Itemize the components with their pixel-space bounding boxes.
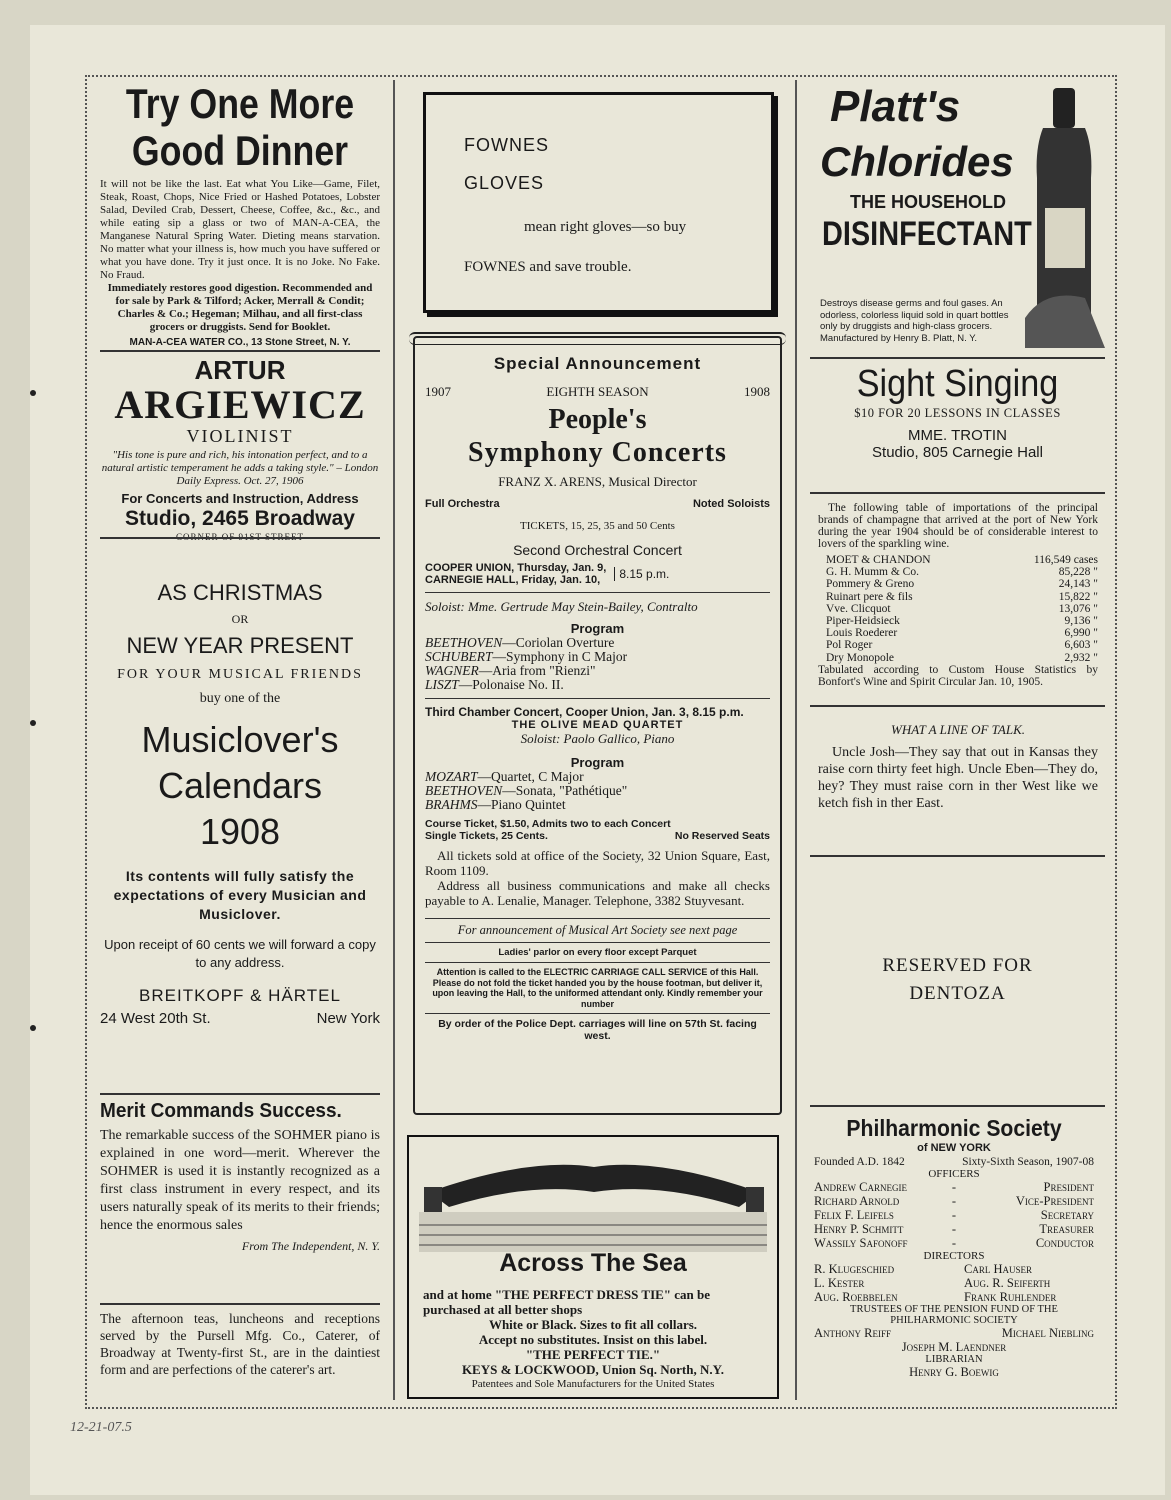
season-start-year: 1907 (425, 384, 451, 399)
calendar-title: Calendars (157, 765, 323, 806)
brand: MOET & CHANDON (826, 554, 931, 566)
sohmer-source: From The Independent, N. Y. (241, 1239, 380, 1253)
reserved-line: RESERVED FOR (882, 955, 1033, 976)
officer-row (814, 1194, 1094, 1208)
composer: MOZART (425, 769, 478, 784)
phil-directors-heading: DIRECTORS (923, 1250, 985, 1262)
concert-title: Symphony Concerts (468, 437, 727, 468)
business-address: Address all business communications and make all checks payable to A. Lenalie, Manager. Telephone, 3382 Stuyvesant. (425, 878, 770, 908)
phil-subtitle: of NEW YORK (917, 1142, 991, 1154)
phil-trustee: Joseph M. Laendner (901, 1340, 1007, 1354)
cases: 116,549 cases (1033, 554, 1098, 566)
orchestra-row (425, 498, 770, 510)
officer-role: Conductor (1035, 1236, 1094, 1250)
philharmonic-ad (814, 1115, 1094, 1379)
binding-hole (30, 390, 36, 396)
officer-role: Treasurer (1039, 1222, 1094, 1236)
officer-dash: - (951, 1194, 957, 1208)
phil-officers (814, 1180, 1094, 1250)
champagne-row (818, 652, 1098, 664)
sohmer-ad (100, 1100, 380, 1254)
director-name: Aug. R. Seiferth (964, 1276, 1051, 1290)
sight-price: $10 FOR 20 LESSONS IN CLASSES (854, 406, 1061, 420)
champagne-note: Tabulated according to Custom House Statistics by Bonfort's Wine and Spirit Circular Jan. 10, 1905. (818, 663, 1098, 688)
tie-line: KEYS & LOCKWOOD, Union Sq. North, N.Y. (461, 1362, 725, 1377)
fownes-line: FOWNES (464, 135, 549, 155)
tie-line: and at home "THE PERFECT DRESS TIE" can be purchased at all better shops (423, 1287, 711, 1317)
divider (810, 357, 1105, 359)
concert-director: FRANZ X. ARENS, Musical Director (498, 474, 697, 489)
champagne-rows (818, 554, 1098, 664)
fownes-ad (423, 92, 774, 313)
director-name: Carl Hauser (964, 1262, 1032, 1276)
tie-line: Accept no substitutes. Insist on this label. (478, 1332, 708, 1347)
champagne-row (818, 639, 1098, 651)
platt-subtitle: THE HOUSEHOLD (850, 192, 1007, 212)
left-column (100, 80, 380, 1405)
phil-trustee: Anthony Reiff (814, 1326, 891, 1340)
ticket-office: All tickets sold at office of the Society, 32 Union Square, East, Room 1109. (425, 848, 770, 878)
ribbon-illustration (409, 1137, 777, 1257)
margin-note: 12-21-07.5 (70, 1420, 132, 1435)
calendar-line: buy one of the (199, 691, 281, 706)
champagne-table (818, 502, 1098, 688)
publisher-city: New York (316, 1010, 380, 1027)
dinner-title: Good Dinner (131, 127, 349, 174)
phil-title: Philharmonic Society (846, 1115, 1062, 1141)
brand: Louis Roederer (826, 627, 898, 640)
program-item (425, 650, 770, 664)
divider (100, 1093, 380, 1095)
second-concert: Second Orchestral Concert (513, 542, 682, 558)
calendar-line: AS CHRISTMAS (157, 580, 323, 605)
concert-header: Special Announcement (493, 354, 702, 373)
brand: Ruinart pere & fils (826, 590, 913, 603)
program-item (425, 678, 770, 692)
ribbon-end (424, 1187, 442, 1212)
concert-time: 8.15 p.m. (614, 567, 669, 581)
single-ticket: Single Tickets, 25 Cents. (425, 830, 548, 842)
divider (810, 492, 1105, 494)
director-name: Aug. Roebbelen (814, 1290, 898, 1304)
cases: 13,076 " (1058, 602, 1098, 615)
divider (425, 1013, 770, 1014)
sight-studio: Studio, 805 Carnegie Hall (872, 444, 1043, 461)
sight-singing-ad (810, 362, 1105, 461)
no-reserved: No Reserved Seats (674, 830, 770, 842)
director-row (814, 1290, 1094, 1304)
platt-subtitle: DISINFECTANT (822, 215, 1032, 253)
officer-row (814, 1236, 1094, 1250)
work: —Aria from "Rienzi" (478, 663, 596, 678)
calendar-line: NEW YEAR PRESENT (126, 633, 354, 658)
program-heading: Program (570, 755, 625, 770)
tie-text (423, 1287, 763, 1392)
chamber-soloist: Soloist: Paolo Gallico, Piano (520, 731, 675, 746)
publisher-name: BREITKOPF & HÄRTEL (139, 986, 341, 1005)
program-list (425, 636, 770, 692)
divider (425, 918, 770, 919)
champagne-row (818, 627, 1098, 639)
tie-line: "THE PERFECT TIE." (525, 1347, 661, 1362)
sohmer-title: Merit Commands Success. (100, 1100, 342, 1122)
artist-last-name: ARGIEWICZ (114, 382, 366, 427)
composer: BEETHOVEN (425, 635, 503, 650)
publisher-address (100, 1010, 380, 1027)
director-name: Frank Ruhlender (964, 1290, 1057, 1304)
cases: 6,990 " (1064, 627, 1098, 640)
cases: 15,822 " (1058, 590, 1098, 603)
phil-season: Sixty-Sixth Season, 1907-08 (962, 1156, 1094, 1168)
divider (100, 537, 380, 539)
brand: Pol Roger (826, 639, 873, 652)
officer-dash: - (951, 1180, 957, 1194)
dinner-recommend: Immediately restores good digestion. Recommended and for sale by Park & Tilford; Acker, Merrall & Condit; Charles & Co.; Hegeman; Milhau, and all first-class grocers or druggists. Send for Booklet. (107, 282, 373, 333)
bottle-label (1045, 208, 1085, 268)
dinner-footer: MAN-A-CEA WATER CO., 13 Stone Street, N. Y. (129, 337, 351, 348)
sight-title: Sight Singing (856, 363, 1059, 405)
ladies-parlor: Ladies' parlor on every floor except Parquet (498, 947, 697, 958)
cases: 2,932 " (1064, 651, 1098, 664)
officer-name: Richard Arnold (814, 1194, 900, 1208)
platt-ad (810, 80, 1105, 350)
concert-announcement (413, 336, 782, 1115)
column-rule (393, 80, 395, 1400)
program-item (425, 664, 770, 678)
brand: Vve. Clicquot (826, 602, 891, 615)
artist-address-line: For Concerts and Instruction, Address (121, 491, 359, 506)
officer-name: Felix F. Leifels (814, 1208, 894, 1222)
calendar-year: 1908 (199, 811, 281, 852)
artist-quote: "His tone is pure and rich, his intonation perfect, and to a natural artistic temperament he adds a taking style." – London Daily Express. Oct. 27, 1906 (101, 449, 379, 487)
calendar-desc: Its contents will fully satisfy the expectations of every Musician and Musiclover. (113, 868, 367, 922)
sea-band (419, 1212, 767, 1252)
work: —Coriolan Overture (502, 635, 615, 650)
single-ticket-row (425, 830, 770, 842)
officer-dash: - (951, 1236, 957, 1250)
brand: G. H. Mumm & Co. (826, 566, 919, 579)
divider (425, 942, 770, 943)
ribbon-end (746, 1187, 764, 1212)
phil-trustee: Michael Niebling (1001, 1326, 1094, 1340)
sohmer-body: The remarkable success of the SOHMER piano is explained in one word—merit. Wherever the SOHMER is used it is instantly recognized as a first class instrument in every respect, and its users naturally speak of its merits to their friends; hence the enormous sales (100, 1128, 380, 1233)
champagne-row (818, 591, 1098, 603)
phil-trustee-row (814, 1326, 1094, 1340)
season-end-year: 1908 (743, 384, 770, 399)
tie-ad (407, 1135, 779, 1399)
composer: SCHUBERT (425, 649, 493, 664)
brand: Dry Monopole (826, 651, 895, 664)
cases: 24,143 " (1058, 578, 1098, 591)
police-notice: By order of the Police Dept. carriages will line on 57th St. facing west. (438, 1018, 757, 1042)
season-label: EIGHTH SEASON (546, 384, 649, 399)
officer-dash: - (951, 1222, 957, 1236)
divider (810, 1105, 1105, 1107)
course-ticket: Course Ticket, $1.50, Admits two to each Concert (425, 818, 671, 830)
venue-list (425, 562, 606, 586)
chamber-concert: Third Chamber Concert, Cooper Union, Jan. 3, 8.15 p.m. (425, 705, 744, 719)
dinner-title: Try One More (125, 80, 355, 127)
fownes-line: mean right gloves—so buy (524, 219, 687, 235)
divider (810, 855, 1105, 857)
reserved-line: DENTOZA (909, 983, 1006, 1004)
officer-row (814, 1222, 1094, 1236)
program-item (425, 636, 770, 650)
champagne-row (818, 603, 1098, 615)
composer: BEETHOVEN (425, 783, 503, 798)
divider (100, 350, 380, 352)
calendar-title: Musiclover's (141, 719, 339, 760)
officer-name: Wassily Safonoff (814, 1236, 908, 1250)
phil-founded: Founded A.D. 1842 (814, 1156, 905, 1168)
officer-name: Henry P. Schmitt (814, 1222, 904, 1236)
dinner-body: It will not be like the last. Eat what You Like—Game, Filet, Steak, Roast, Chops, Nice Fried or Hashed Potatoes, Lobster Salad, Deviled Crab, Dessert, Cheese, Coffee, &c., &c., and while eating sip a glass or two of MAN-A-CEA, the Manganese Natural Spring Water. Dieting means starvation. No matter what your illness is, how much you have suffered or what you have done. Try it just once. It is no Joke. No Fake. No Fraud. (100, 178, 380, 281)
concert-title: People's (548, 404, 647, 435)
talk-item (818, 722, 1098, 812)
officer-row (814, 1208, 1094, 1222)
director-row (814, 1276, 1094, 1290)
champagne-row (818, 615, 1098, 627)
officer-role: President (1043, 1180, 1094, 1194)
officer-row (814, 1180, 1094, 1194)
composer: LISZT (425, 677, 459, 692)
work: —Polonaise No. II. (458, 677, 564, 692)
work: —Symphony in C Major (492, 649, 628, 664)
talk-title: WHAT A LINE OF TALK. (891, 722, 1025, 737)
brand: Pommery & Greno (826, 578, 915, 591)
artist-studio: Studio, 2465 Broadway (125, 507, 355, 530)
ornament-frame (409, 332, 786, 345)
bottle-neck (1053, 88, 1075, 128)
program-heading: Program (570, 621, 625, 636)
champagne-row (818, 578, 1098, 590)
divider (100, 1303, 380, 1305)
artist-first-name: ARTUR (194, 355, 286, 385)
talk-body: Uncle Josh—They say that out in Kansas they raise corn thirty feet high. Uncle Eben—They do, hey? They must raise corn in ther West like we ketch fish in ther East. (818, 745, 1098, 811)
artist-role: VIOLINIST (186, 426, 294, 446)
officer-name: Andrew Carnegie (814, 1180, 907, 1194)
phil-librarian: Henry G. Boewig (909, 1365, 999, 1379)
director-name: L. Kester (814, 1276, 865, 1290)
phil-librarian-heading: LIBRARIAN (925, 1354, 983, 1365)
program-item (425, 770, 770, 784)
phil-founded-row (814, 1156, 1094, 1168)
orchestra-label: Full Orchestra (425, 498, 500, 510)
binding-hole (30, 1025, 36, 1031)
column-rule (795, 80, 797, 1400)
cases: 6,603 " (1064, 639, 1098, 652)
program-item (425, 784, 770, 798)
dinner-ad (100, 80, 380, 349)
platt-body: Destroys disease germs and foul gases. An odorless, colorless liquid sold in quart bottles only by druggists and high-class grocers. Manufactured by Henry B. Platt, N. Y. (820, 298, 1009, 344)
calendar-line: OR (231, 612, 249, 626)
officer-role: Vice-President (1015, 1194, 1094, 1208)
phil-directors (814, 1262, 1094, 1304)
venue-cooper: COOPER UNION, Thursday, Jan. 9, (425, 562, 607, 574)
soloists-label: Noted Soloists (692, 498, 770, 510)
fownes-line: GLOVES (464, 173, 545, 193)
bottle-icon (1025, 88, 1105, 348)
tie-ribbon (429, 1165, 759, 1207)
binding-hole (30, 720, 36, 726)
brand: Piper-Heidsieck (826, 615, 900, 628)
phil-officers-heading: OFFICERS (928, 1168, 980, 1180)
champagne-row (818, 554, 1098, 566)
calendar-offer: Upon receipt of 60 cents we will forward a copy to any address. (104, 937, 376, 970)
reserved-space (810, 955, 1105, 1005)
tie-title: Across The Sea (499, 1249, 687, 1277)
right-column (810, 80, 1105, 1405)
work: —Quartet, C Major (477, 769, 584, 784)
sight-teacher: MME. TROTIN (908, 427, 1007, 444)
champagne-row (818, 566, 1098, 578)
divider (425, 698, 770, 699)
argiewicz-ad (100, 356, 380, 542)
middle-column (405, 80, 790, 1405)
carriage-notice: Attention is called to the ELECTRIC CARRIAGE CALL SERVICE of this Hall. Please do not fold the ticket handed you by the house footman, but deliver it, upon leaving the Hall, to the uniformed attendant only. Kindly remember your number (432, 967, 763, 1009)
publisher-street: 24 West 20th St. (100, 1010, 211, 1027)
venue-block (425, 562, 770, 586)
work: —Piano Quintet (477, 797, 566, 812)
director-row (814, 1262, 1094, 1276)
tie-line: Patentees and Sole Manufacturers for the United States (471, 1378, 715, 1390)
soloist-line: Soloist: Mme. Gertrude May Stein-Bailey, Contralto (425, 599, 698, 614)
divider (425, 962, 770, 963)
cases: 85,228 " (1058, 566, 1098, 579)
calendar-line: FOR YOUR MUSICAL FRIENDS (117, 667, 363, 682)
tie-line: White or Black. Sizes to fit all collars. (488, 1317, 698, 1332)
director-name: R. Klugeschied (814, 1262, 895, 1276)
ticket-prices: TICKETS, 15, 25, 35 and 50 Cents (520, 520, 675, 532)
composer: WAGNER (425, 663, 479, 678)
divider (810, 705, 1105, 707)
work: —Sonata, "Pathétique" (502, 783, 628, 798)
calendar-ad (100, 580, 380, 1027)
venue-carnegie: CARNEGIE HALL, Friday, Jan. 10, (425, 574, 601, 586)
cases: 9,136 " (1064, 615, 1098, 628)
platt-title: Chlorides (820, 138, 1014, 185)
fownes-line: FOWNES and save trouble. (464, 259, 632, 275)
pursell-ad: The afternoon teas, luncheons and receptions served by the Pursell Mfg. Co., Caterer, of Broadway at Twenty-first St., are in the daintiest form and are perfections of the caterer's art. (100, 1311, 380, 1377)
phil-trustees: TRUSTEES OF THE PENSION FUND OF THE PHILHARMONIC SOCIETY (850, 1304, 1058, 1326)
officer-dash: - (951, 1208, 957, 1222)
musical-art-note: For announcement of Musical Art Society see next page (457, 923, 738, 937)
composer: BRAHMS (425, 797, 478, 812)
quartet-name: THE OLIVE MEAD QUARTET (511, 719, 684, 731)
program-list (425, 770, 770, 812)
divider (425, 592, 770, 593)
program-item (425, 798, 770, 812)
champagne-intro: The following table of importations of the principal brands of champagne that arrived at the port of New York during the year 1904 should be of considerable interest to lovers of the sparkling wine. (818, 502, 1098, 550)
season-row (425, 384, 770, 400)
officer-role: Secretary (1040, 1208, 1094, 1222)
platt-title: Platt's (830, 82, 961, 131)
